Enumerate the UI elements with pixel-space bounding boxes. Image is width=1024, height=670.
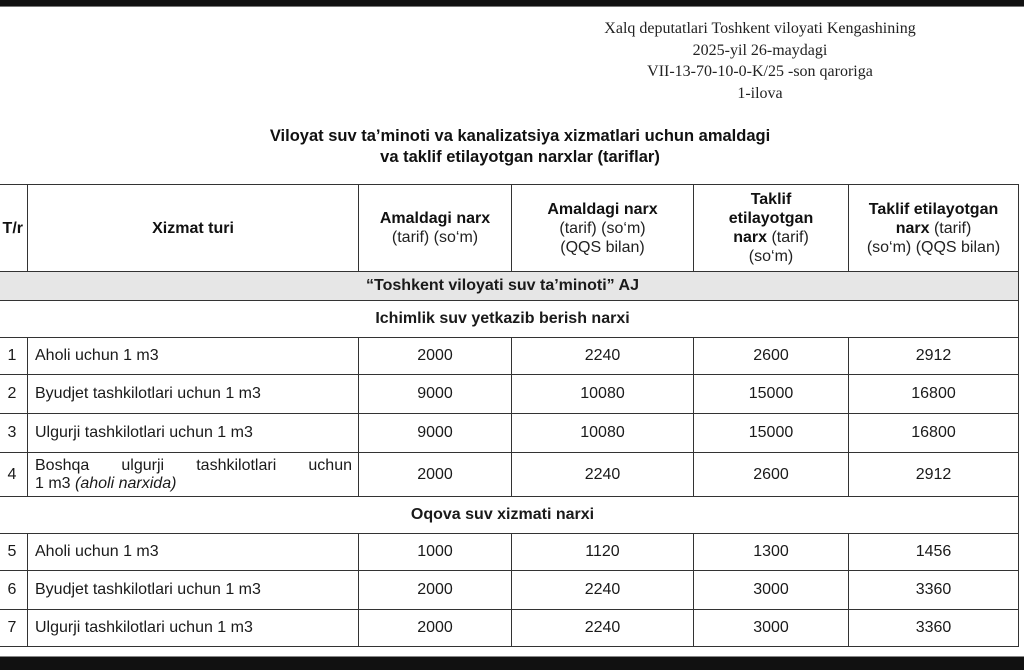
document-title xyxy=(200,126,840,168)
current-price: 9000 xyxy=(359,375,512,414)
service-name: Byudjet tashkilotlari uchun 1 m3 xyxy=(28,571,359,610)
proposed-price-vat: 2912 xyxy=(849,453,1019,497)
row-number: 6 xyxy=(0,571,28,610)
header-number: T/r xyxy=(0,185,28,272)
table-header-row xyxy=(0,185,1019,272)
current-price-vat: 10080 xyxy=(512,375,694,414)
header-service-type: Xizmat turi xyxy=(28,185,359,272)
proposed-price-vat: 1456 xyxy=(849,534,1019,571)
table-row xyxy=(0,453,1019,497)
approval-line-2: 2025-yil 26-maydagi xyxy=(692,41,828,59)
table-row xyxy=(0,338,1019,375)
current-price: 1000 xyxy=(359,534,512,571)
row-number: 4 xyxy=(0,453,28,497)
proposed-price-vat: 16800 xyxy=(849,375,1019,414)
title-line-1: Viloyat suv ta’minoti va kanalizatsiya xizmatlari uchun amaldagi xyxy=(269,127,771,145)
section-title: Ichimlik suv yetkazib berish narxi xyxy=(0,301,1019,338)
table-row xyxy=(0,414,1019,453)
proposed-price: 3000 xyxy=(694,610,849,647)
bottom-black-bar xyxy=(0,656,1024,670)
row-number: 1 xyxy=(0,338,28,375)
proposed-price: 2600 xyxy=(694,453,849,497)
service-name: Ulgurji tashkilotlari uchun 1 m3 xyxy=(28,414,359,453)
table-row xyxy=(0,610,1019,647)
proposed-price: 3000 xyxy=(694,571,849,610)
header-proposed-price-vat: Taklif etilayotgan narx (tarif) (so‘m) (QQS bilan) xyxy=(849,185,1019,272)
proposed-price-vat: 2912 xyxy=(849,338,1019,375)
service-name: Ulgurji tashkilotlari uchun 1 m3 xyxy=(28,610,359,647)
current-price-vat: 2240 xyxy=(512,453,694,497)
header-current-price: Amaldagi narx (tarif) (so‘m) xyxy=(359,185,512,272)
organization-row xyxy=(0,272,1019,301)
current-price-vat: 1120 xyxy=(512,534,694,571)
current-price: 2000 xyxy=(359,453,512,497)
current-price: 2000 xyxy=(359,610,512,647)
current-price: 9000 xyxy=(359,414,512,453)
current-price: 2000 xyxy=(359,338,512,375)
proposed-price: 15000 xyxy=(694,375,849,414)
current-price-vat: 10080 xyxy=(512,414,694,453)
table-row xyxy=(0,534,1019,571)
proposed-price-vat: 3360 xyxy=(849,610,1019,647)
section-title: Oqova suv xizmati narxi xyxy=(0,497,1019,534)
section-row-drinking-water xyxy=(0,301,1019,338)
row-number: 5 xyxy=(0,534,28,571)
organization-name: “Toshkent viloyati suv ta’minoti” AJ xyxy=(0,272,1019,301)
approval-line-3: VII-13-70-10-0-K/25 -son qaroriga xyxy=(647,63,873,80)
proposed-price-vat: 16800 xyxy=(849,414,1019,453)
approval-line-1: Xalq deputatlari Toshkent viloyati Kengashining xyxy=(604,20,916,37)
top-black-bar xyxy=(0,0,1024,7)
table-row xyxy=(0,571,1019,610)
proposed-price: 15000 xyxy=(694,414,849,453)
approval-block xyxy=(560,18,960,104)
title-line-2: va taklif etilayotgan narxlar (tariflar) xyxy=(380,148,660,166)
table-row xyxy=(0,375,1019,414)
proposed-price: 1300 xyxy=(694,534,849,571)
current-price-vat: 2240 xyxy=(512,571,694,610)
proposed-price-vat: 3360 xyxy=(849,571,1019,610)
proposed-price: 2600 xyxy=(694,338,849,375)
service-name: Byudjet tashkilotlari uchun 1 m3 xyxy=(28,375,359,414)
approval-line-4: 1-ilova xyxy=(737,84,783,102)
current-price: 2000 xyxy=(359,571,512,610)
service-name: Aholi uchun 1 m3 xyxy=(28,534,359,571)
header-proposed-price: Taklif etilayotgan narx (tarif) (so‘m) xyxy=(694,185,849,272)
row-number: 2 xyxy=(0,375,28,414)
service-name: Aholi uchun 1 m3 xyxy=(28,338,359,375)
row-number: 3 xyxy=(0,414,28,453)
section-row-wastewater xyxy=(0,497,1019,534)
header-current-price-vat: Amaldagi narx (tarif) (so‘m) (QQS bilan) xyxy=(512,185,694,272)
service-name: Boshqa ulgurji tashkilotlari uchun 1 m3 (aholi narxida) xyxy=(28,453,359,497)
row-number: 7 xyxy=(0,610,28,647)
current-price-vat: 2240 xyxy=(512,338,694,375)
current-price-vat: 2240 xyxy=(512,610,694,647)
tariff-table xyxy=(0,184,1019,647)
